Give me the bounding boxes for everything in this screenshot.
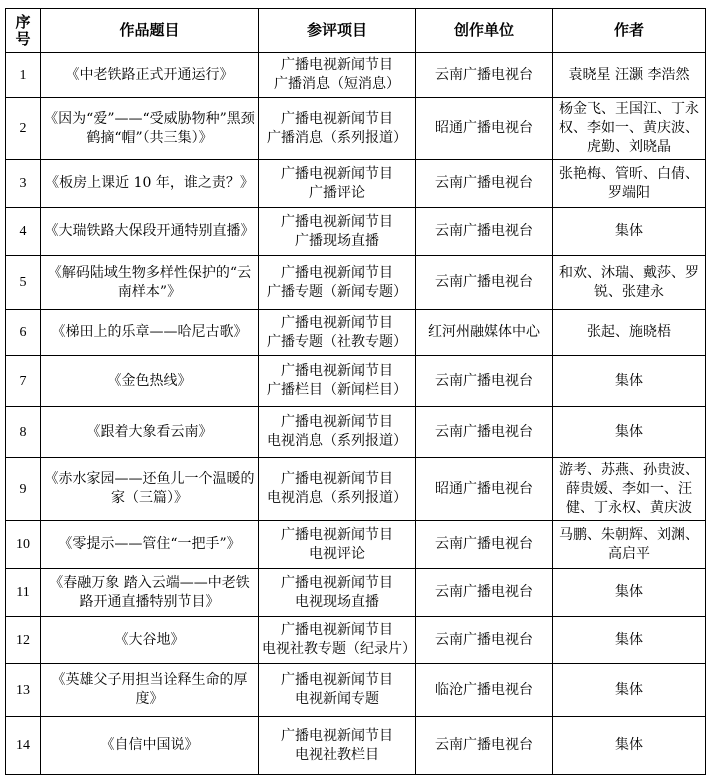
project-category: 广播电视新闻节目 xyxy=(281,363,393,379)
table-row xyxy=(6,664,706,717)
row-project xyxy=(259,664,416,717)
header-author: 作者 xyxy=(553,9,706,53)
project-subcategory: 电视消息（系列报道） xyxy=(267,433,407,449)
row-index: 8 xyxy=(6,407,41,458)
row-project xyxy=(259,356,416,407)
table-row xyxy=(6,310,706,356)
row-title: 《因为“爱”——“受威胁物种”黑颈鹤摘“帽”（共三集）》 xyxy=(41,98,259,160)
project-category: 广播电视新闻节目 xyxy=(281,57,393,73)
table-row xyxy=(6,617,706,664)
table-row xyxy=(6,458,706,521)
row-project xyxy=(259,569,416,617)
row-unit: 云南广播电视台 xyxy=(416,208,553,256)
awards-table xyxy=(5,8,706,775)
header-unit: 创作单位 xyxy=(416,9,553,53)
row-unit: 云南广播电视台 xyxy=(416,356,553,407)
project-subcategory: 电视消息（系列报道） xyxy=(267,490,407,506)
row-index: 13 xyxy=(6,664,41,717)
project-subcategory: 电视新闻专题 xyxy=(295,691,379,707)
project-category: 广播电视新闻节目 xyxy=(281,526,393,543)
row-title: 《零提示——管住“一把手”》 xyxy=(41,521,259,569)
row-author: 集体 xyxy=(553,717,706,775)
row-index: 3 xyxy=(6,160,41,208)
row-author: 集体 xyxy=(553,208,706,256)
row-index: 2 xyxy=(6,98,41,160)
project-category: 广播电视新闻节目 xyxy=(281,110,393,127)
row-project xyxy=(259,407,416,458)
project-subcategory: 广播专题（社教专题） xyxy=(267,333,407,350)
table-row xyxy=(6,521,706,569)
table-row xyxy=(6,98,706,160)
row-index: 6 xyxy=(6,310,41,356)
row-index: 14 xyxy=(6,717,41,775)
header-project: 参评项目 xyxy=(259,9,416,53)
row-index: 7 xyxy=(6,356,41,407)
project-category: 广播电视新闻节目 xyxy=(281,574,393,591)
row-unit: 云南广播电视台 xyxy=(416,160,553,208)
row-author: 集体 xyxy=(553,569,706,617)
table-row xyxy=(6,569,706,617)
row-unit: 昭通广播电视台 xyxy=(416,458,553,521)
row-title: 《中老铁路正式开通运行》 xyxy=(41,53,259,98)
project-subcategory: 广播现场直播 xyxy=(295,232,379,249)
row-author: 张艳梅、管昕、白倩、罗端阳 xyxy=(553,160,706,208)
table-row xyxy=(6,256,706,310)
row-author: 马鹏、朱朝辉、刘渊、高启平 xyxy=(553,521,706,569)
row-project xyxy=(259,98,416,160)
row-title: 《自信中国说》 xyxy=(41,717,259,775)
row-unit: 红河州融媒体中心 xyxy=(416,310,553,356)
row-title: 《跟着大象看云南》 xyxy=(41,407,259,458)
table-body xyxy=(6,53,706,775)
project-subcategory: 广播栏目（新闻栏目） xyxy=(267,382,407,398)
row-unit: 临沧广播电视台 xyxy=(416,664,553,717)
row-title: 《解码陆域生物多样性保护的“云南样本”》 xyxy=(41,256,259,310)
row-author: 集体 xyxy=(553,407,706,458)
row-index: 4 xyxy=(6,208,41,256)
row-project xyxy=(259,310,416,356)
table-row xyxy=(6,356,706,407)
project-subcategory: 电视现场直播 xyxy=(295,593,379,610)
row-author: 张起、施晓梧 xyxy=(553,310,706,356)
row-project xyxy=(259,256,416,310)
project-subcategory: 电视社教栏目 xyxy=(295,746,379,763)
table-row xyxy=(6,208,706,256)
row-author: 集体 xyxy=(553,617,706,664)
row-title: 《金色热线》 xyxy=(41,356,259,407)
project-category: 广播电视新闻节目 xyxy=(281,213,393,230)
row-title: 《大瑞铁路大保段开通特别直播》 xyxy=(41,208,259,256)
project-category: 广播电视新闻节目 xyxy=(281,471,393,487)
row-author: 集体 xyxy=(553,356,706,407)
row-title: 《赤水家园——还鱼儿一个温暖的家（三篇）》 xyxy=(41,458,259,521)
header-row xyxy=(6,9,706,53)
project-category: 广播电视新闻节目 xyxy=(281,672,393,688)
row-unit: 昭通广播电视台 xyxy=(416,98,553,160)
table-row xyxy=(6,717,706,775)
row-unit: 云南广播电视台 xyxy=(416,521,553,569)
project-subcategory: 广播消息（短消息） xyxy=(274,76,400,92)
row-title: 《英雄父子用担当诠释生命的厚度》 xyxy=(41,664,259,717)
row-index: 5 xyxy=(6,256,41,310)
row-author: 游考、苏燕、孙贵波、薛贵媛、李如一、汪健、丁永权、黄庆波 xyxy=(553,458,706,521)
project-subcategory: 广播专题（新闻专题） xyxy=(267,283,407,300)
row-unit: 云南广播电视台 xyxy=(416,256,553,310)
row-author: 杨金飞、王国江、丁永权、李如一、黄庆波、虎勤、刘晓晶 xyxy=(553,98,706,160)
row-author: 集体 xyxy=(553,664,706,717)
row-title: 《春融万象 踏入云端——中老铁路开通直播特别节目》 xyxy=(41,569,259,617)
row-project xyxy=(259,521,416,569)
row-unit: 云南广播电视台 xyxy=(416,717,553,775)
row-unit: 云南广播电视台 xyxy=(416,53,553,98)
row-title: 《梯田上的乐章——哈尼古歌》 xyxy=(41,310,259,356)
row-index: 9 xyxy=(6,458,41,521)
project-category: 广播电视新闻节目 xyxy=(281,727,393,744)
row-title: 《板房上课近 10 年，谁之责？》 xyxy=(41,160,259,208)
row-title: 《大谷地》 xyxy=(41,617,259,664)
header-title: 作品题目 xyxy=(41,9,259,53)
row-project xyxy=(259,717,416,775)
table-row xyxy=(6,53,706,98)
row-project xyxy=(259,208,416,256)
row-project xyxy=(259,617,416,664)
row-project xyxy=(259,53,416,98)
project-category: 广播电视新闻节目 xyxy=(281,264,393,281)
row-author: 和欢、沐瑞、戴莎、罗锐、张建永 xyxy=(553,256,706,310)
row-author: 袁晓星 汪灏 李浩然 xyxy=(553,53,706,98)
table-row xyxy=(6,407,706,458)
project-category: 广播电视新闻节目 xyxy=(281,622,393,638)
project-category: 广播电视新闻节目 xyxy=(281,414,393,430)
header-index: 序号 xyxy=(6,9,41,53)
project-subcategory: 电视社教专题（纪录片） xyxy=(262,641,416,657)
project-category: 广播电视新闻节目 xyxy=(281,165,393,182)
row-index: 10 xyxy=(6,521,41,569)
row-index: 12 xyxy=(6,617,41,664)
project-category: 广播电视新闻节目 xyxy=(281,314,393,331)
row-unit: 云南广播电视台 xyxy=(416,569,553,617)
row-project xyxy=(259,458,416,521)
row-project xyxy=(259,160,416,208)
row-unit: 云南广播电视台 xyxy=(416,617,553,664)
project-subcategory: 广播评论 xyxy=(309,184,365,201)
row-index: 11 xyxy=(6,569,41,617)
project-subcategory: 广播消息（系列报道） xyxy=(267,129,407,146)
row-unit: 云南广播电视台 xyxy=(416,407,553,458)
table-row xyxy=(6,160,706,208)
row-index: 1 xyxy=(6,53,41,98)
project-subcategory: 电视评论 xyxy=(309,545,365,562)
